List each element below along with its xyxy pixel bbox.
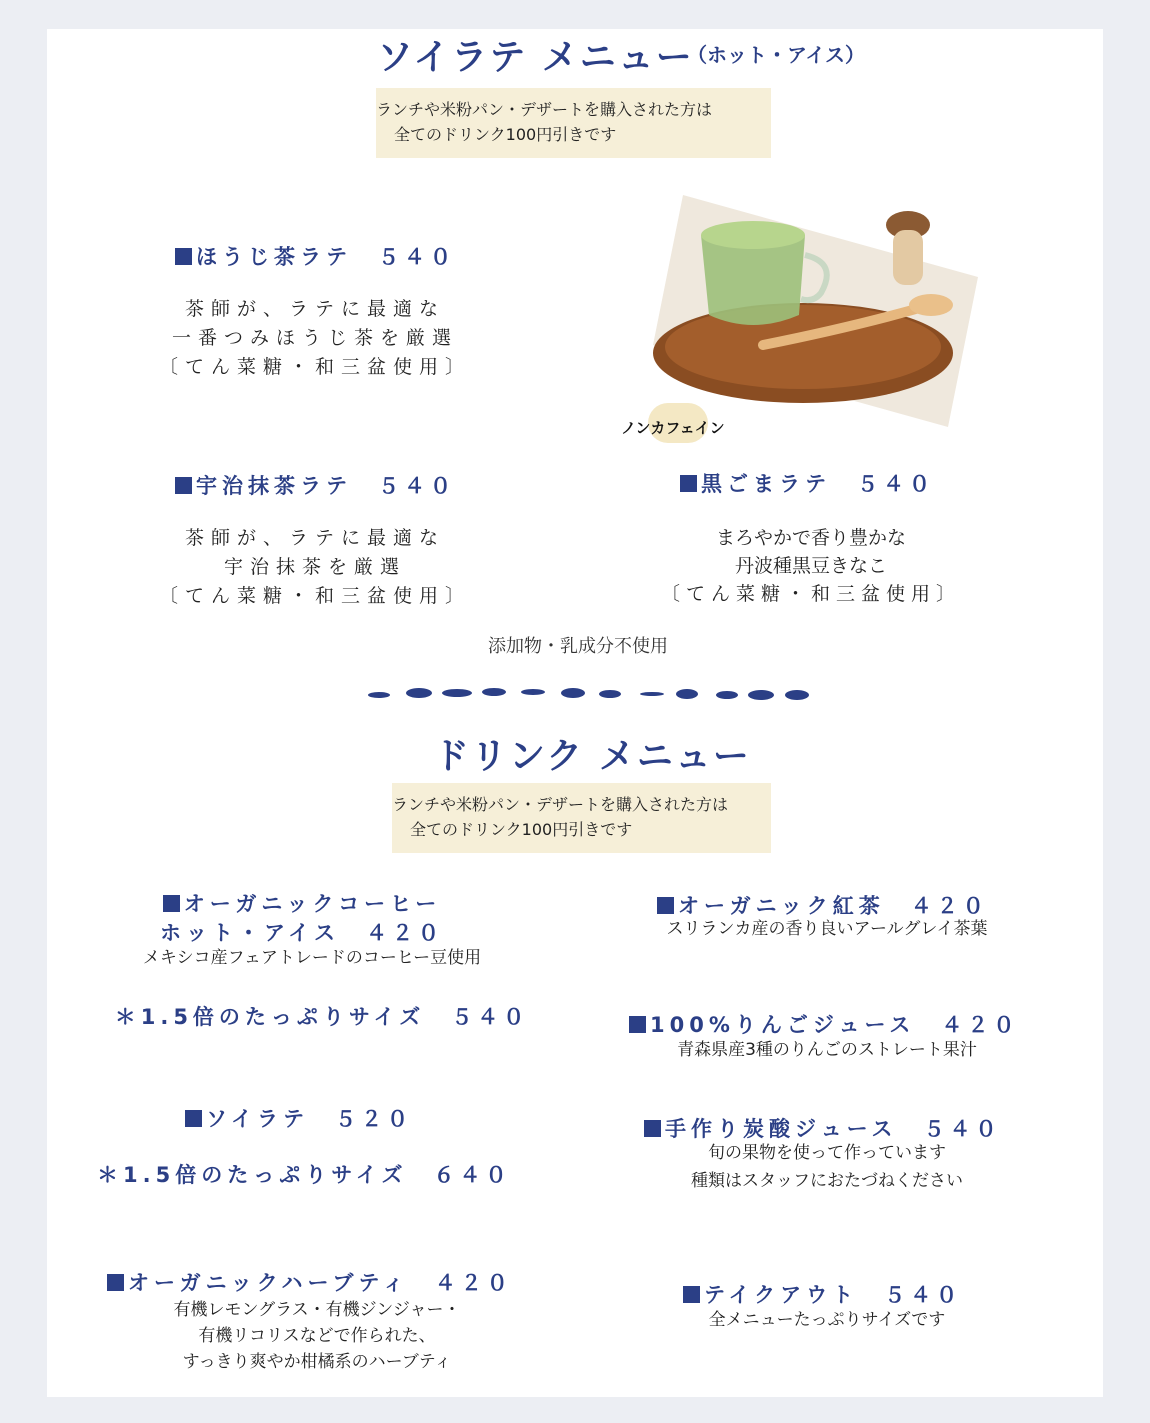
- discount-notice-drinks: [392, 783, 771, 853]
- desc-line: 〔てん菜糖・和三盆使用〕: [660, 583, 961, 605]
- noncaffeine-badge: ノンカフェイン: [621, 419, 725, 437]
- square-bullet-icon: [175, 477, 192, 494]
- item-name: 黒ごまラテ: [701, 472, 831, 496]
- square-bullet-icon: [185, 1110, 202, 1127]
- discount-notice-top: [376, 88, 771, 158]
- soy-menu-title: ソイラテ メニュー: [377, 37, 694, 78]
- item-herbtea-desc: [107, 1297, 527, 1375]
- desc-line: 宇治抹茶を厳選: [223, 556, 406, 578]
- desc-line: 〔てん菜糖・和三盆使用〕: [158, 356, 471, 378]
- item-name: オーガニックハーブティ ４２０: [128, 1271, 513, 1295]
- item-name: 手作り炭酸ジュース ５４０: [665, 1117, 1002, 1141]
- item-hojicha-latte-title: [175, 241, 456, 271]
- additive-free-note: 添加物・乳成分不使用: [488, 636, 668, 657]
- desc-line: 有機レモングラス・有機ジンジャー・: [173, 1300, 461, 1320]
- item-organic-tea-desc: スリランカ産の香り良いアールグレイ茶葉: [666, 919, 988, 939]
- desc-line: 種類はスタッフにおたづねください: [691, 1171, 963, 1191]
- item-soy-latte-large: ＊1.5倍のたっぷりサイズ ６４０: [97, 1163, 512, 1187]
- item-organic-coffee-desc: メキシコ産フェアトレードのコーヒー豆使用: [142, 948, 482, 968]
- item-soda-desc: [627, 1139, 1027, 1195]
- item-name: オーガニック紅茶 ４２０: [678, 894, 989, 918]
- desc-line: すっきり爽やか柑橘系のハーブティ: [182, 1352, 452, 1372]
- square-bullet-icon: [107, 1274, 124, 1291]
- item-sesame-latte-title: [680, 468, 935, 498]
- item-matcha-latte-title: [175, 470, 456, 500]
- item-name: ほうじ茶ラテ: [196, 245, 352, 269]
- square-bullet-icon: [683, 1286, 700, 1303]
- desc-line: 〔てん菜糖・和三盆使用〕: [158, 585, 471, 607]
- item-takeout-title: [683, 1279, 962, 1309]
- item-name: テイクアウト ５４０: [704, 1283, 963, 1307]
- desc-line: 有機リコリスなどで作られた、: [198, 1326, 436, 1346]
- item-takeout-desc: 全メニューたっぷりサイズです: [708, 1310, 946, 1330]
- item-name: ソイラテ ５２０: [206, 1107, 413, 1131]
- item-sesame-latte-desc: [651, 524, 971, 608]
- desc-line: 一番つみほうじ茶を厳選: [171, 327, 458, 349]
- item-name: 宇治抹茶ラテ: [196, 474, 352, 498]
- soy-menu-subtitle: （ホット・アイス）: [687, 43, 865, 67]
- notice-line-2: 全てのドリンク100円引きです: [394, 125, 617, 144]
- menu-page: [47, 29, 1103, 1397]
- item-hojicha-latte-desc: [155, 295, 475, 382]
- item-apple-juice-title: [629, 1009, 1019, 1039]
- square-bullet-icon: [175, 248, 192, 265]
- item-matcha-latte-desc: [155, 524, 475, 611]
- decorative-divider: [367, 685, 812, 705]
- notice-line-1: ランチや米粉パン・デザートを購入された方は: [376, 100, 713, 119]
- item-name: オーガニックコーヒー: [183, 892, 442, 916]
- drink-menu-title: ドリンク メニュー: [433, 736, 751, 777]
- item-price: ５４０: [378, 245, 456, 269]
- desc-line: 茶師が、ラテに最適な: [184, 527, 445, 549]
- item-soy-latte-title: [185, 1103, 413, 1133]
- desc-line: 旬の果物を使って作っています: [708, 1143, 946, 1163]
- square-bullet-icon: [657, 897, 674, 914]
- item-price: ５４０: [857, 472, 935, 496]
- item-name: 100%りんごジュース ４２０: [650, 1013, 1020, 1037]
- square-bullet-icon: [644, 1120, 661, 1137]
- desc-line: 丹波種黒豆きなこ: [734, 555, 887, 577]
- notice-line-1: ランチや米粉パン・デザートを購入された方は: [392, 795, 729, 814]
- square-bullet-icon: [163, 895, 180, 912]
- item-organic-coffee-title: [87, 888, 517, 918]
- item-herbtea-title: [107, 1267, 513, 1297]
- desc-line: まろやかで香り豊かな: [715, 527, 906, 549]
- desc-line: 茶師が、ラテに最適な: [184, 298, 445, 320]
- square-bullet-icon: [680, 475, 697, 492]
- matcha-latte-photo: [653, 195, 983, 430]
- item-organic-coffee-sub: ホット・アイス ４２０: [160, 921, 444, 945]
- item-organic-coffee-large: ＊1.5倍のたっぷりサイズ ５４０: [114, 1005, 530, 1029]
- item-apple-juice-desc: 青森県産3種のりんごのストレート果汁: [677, 1040, 977, 1060]
- square-bullet-icon: [629, 1016, 646, 1033]
- notice-line-2: 全てのドリンク100円引きです: [410, 820, 633, 839]
- item-price: ５４０: [378, 474, 456, 498]
